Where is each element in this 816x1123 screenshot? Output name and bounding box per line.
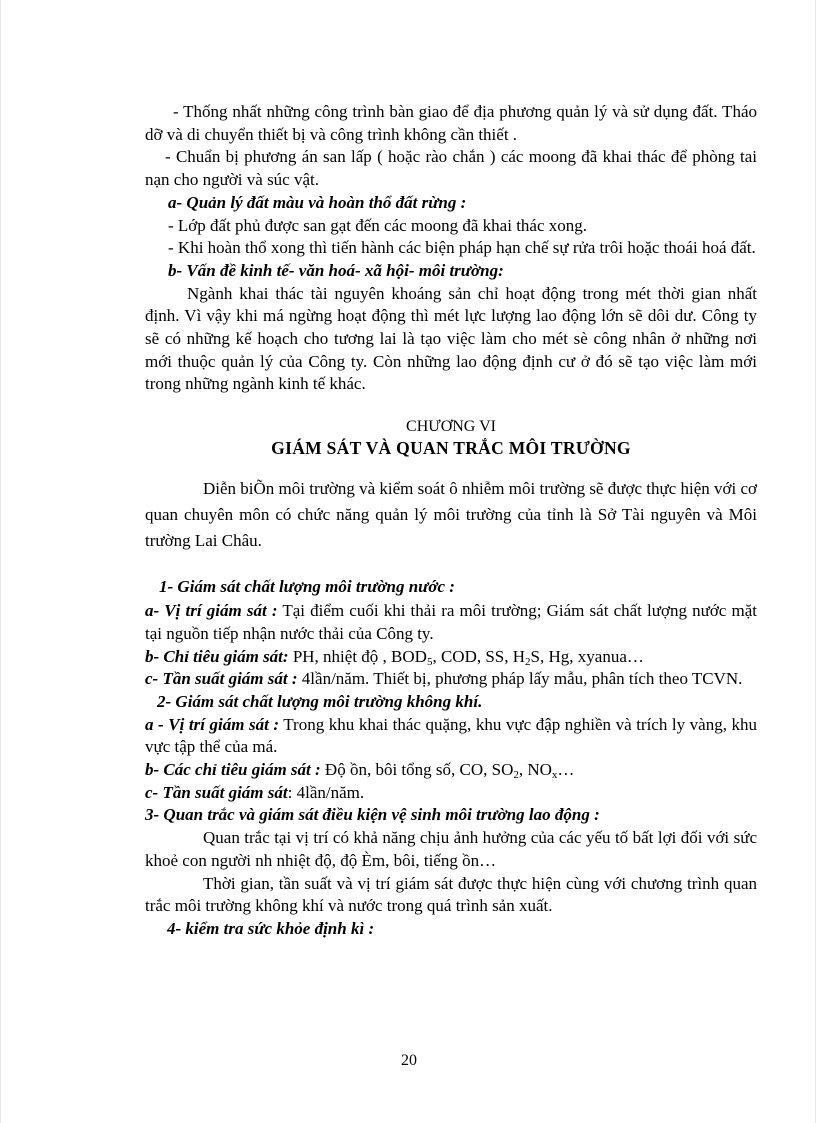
air-location xyxy=(145,714,757,759)
paragraph-handover: - Thống nhất những công trình bàn giao để địa phương quản lý và sử dụng đất. Tháo dỡ và di chuyển thiết bị và công trình không cần thiết . xyxy=(145,102,757,144)
water-frequency-text: 4lần/năm. Thiết bị, phương pháp lấy mẫu, phân tích theo TCVN. xyxy=(297,669,743,689)
heading-soil-management: a- Quản lý đất màu và hoàn thổ đất rừng : xyxy=(168,192,467,212)
bullet-soil-restore: - Khi hoàn thổ xong thì tiến hành các biện pháp hạn chế sự rửa trôi hoặc thoái hoá đất. xyxy=(168,238,756,258)
air-indicators-text-3: … xyxy=(557,760,575,780)
heading-socio-economic: b- Vấn đề kinh tế- văn hoá- xã hội- môi trường: xyxy=(168,260,504,280)
heading-water-monitoring: 1- Giám sát chất lượng môi trường nước : xyxy=(159,577,455,597)
bullet-soil-cover: - Lớp đất phủ được san gạt đến các moong đã khai thác xong. xyxy=(168,215,588,235)
air-frequency xyxy=(145,782,757,805)
air-location-text: Trong khu khai thác quặng, khu vực đập nghiền và trích ly vàng, khu vực tập thể của má. xyxy=(145,714,758,757)
water-indicators-text-3: S, Hg, xyanua… xyxy=(530,646,644,666)
air-indicators-text-1: Độ ồn, bôi tổng số, CO, SO xyxy=(320,760,514,780)
water-frequency-label: c- Tần suất giám sát : xyxy=(145,669,298,689)
water-location xyxy=(145,600,757,645)
chapter-title: GIÁM SÁT VÀ QUAN TRẮC MÔI TRƯỜNG xyxy=(271,438,631,459)
air-indicators-text-2: , NO xyxy=(518,760,552,780)
heading-air-monitoring: 2- Giám sát chất lượng môi trường không khí. xyxy=(157,691,483,711)
air-frequency-label: c- Tần suất giám sát xyxy=(145,782,288,802)
air-indicators-label: b- Các chỉ tiêu giám sát : xyxy=(145,760,321,780)
air-indicators xyxy=(145,759,757,782)
air-sub-so2: 2 xyxy=(513,769,519,782)
air-sub-nox: x xyxy=(551,769,558,782)
chapter-label: CHƯƠNG VI xyxy=(406,418,496,436)
paragraph-backfill-plan: - Chuẩn bị phương án san lấp ( hoặc rào chắn ) các moong đã khai thác để phòng tai nạn cho người và súc vật. xyxy=(145,147,757,190)
water-sub-bod: 5 xyxy=(426,655,433,668)
paragraph-socio-economic: Ngành khai thác tài nguyên khoáng sản chỉ hoạt động trong mét thời gian nhất định. Vì vậy khi má ngừng hoạt động thì mét lực lượng lao động lớn sẽ dôi dư. Công ty sẽ có những kế hoạch cho tương lai là tạo việc làm cho mét sè công nhân ở những nơi mới thuộc quản lý của Công ty. Còn những lao động định cư ở đó sẽ tạo việc làm mới trong những ngành kinh tế khác. xyxy=(145,283,757,394)
water-sub-h2s: 2 xyxy=(525,655,531,668)
water-indicators xyxy=(145,646,757,669)
paragraph-intro: Diễn biÕn môi trường và kiểm soát ô nhiễm môi trường sẽ được thực hiện với cơ quan chuyên môn có chức năng quản lý môi trường của tỉnh là Sở Tài nguyên và Môi trường Lai Châu. xyxy=(145,479,757,551)
water-location-label: a- Vị trí giám sát : xyxy=(145,601,278,621)
air-frequency-text: : 4lần/năm. xyxy=(287,782,365,802)
water-indicators-label: b- Chỉ tiêu giám sát: xyxy=(145,646,289,666)
paragraph-labor-observation: Quan trắc tại vị trí có khả năng chịu ảnh hưởng của các yếu tố bất lợi đối với sức khoẻ con người nh nhiệt độ, độ Èm, bôi, tiếng ồn… xyxy=(145,828,757,870)
heading-labor-environment: 3- Quan trắc và giám sát điều kiện vệ sinh môi trường lao động : xyxy=(145,805,600,825)
page-number: 20 xyxy=(401,1052,417,1069)
air-location-label: a - Vị trí giám sát : xyxy=(145,714,280,734)
page-content xyxy=(145,101,757,941)
water-location-text: Tại điểm cuối khi thải ra môi trường; Giám sát chất lượng nước mặt tại nguồn tiếp nhận nước thải của Công ty. xyxy=(145,601,757,643)
water-indicators-text-2: , COD, SS, H xyxy=(432,646,526,666)
paragraph-labor-schedule: Thời gian, tần suất và vị trí giám sát được thực hiện cùng với chương trình quan trắc môi trường không khí và nước trong quá trình sản xuất. xyxy=(145,873,757,916)
heading-health-check: 4- kiểm tra sức khỏe định kì : xyxy=(167,918,375,938)
water-frequency xyxy=(145,668,757,691)
water-indicators-text-1: PH, nhiệt độ , BOD xyxy=(288,646,427,666)
